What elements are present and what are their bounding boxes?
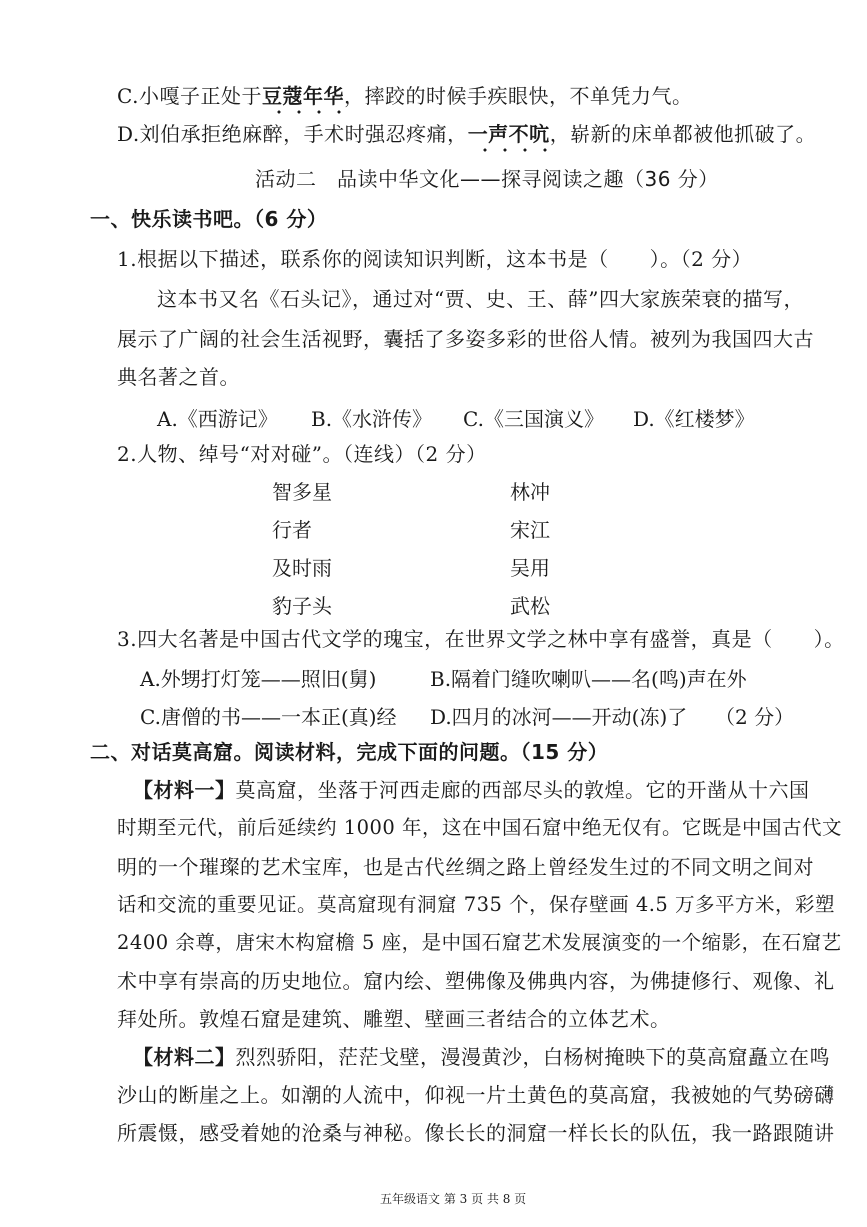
character-item: 武松 (510, 594, 550, 618)
q1-option-c: C.《三国演义》 (463, 407, 604, 431)
material1-label: 【材料一】 (133, 778, 236, 802)
q3-score: （2 分） (715, 705, 795, 729)
material2-text: 烈烈骄阳，茫茫戈壁，漫漫黄沙，白杨树掩映下的莫高窟矗立在鸣 (235, 1045, 830, 1069)
q1-option-a: A.《西游记》 (157, 407, 278, 431)
option-c-post: ，摔跤的时候手疾眼快，不单凭力气。 (343, 84, 693, 108)
character-item: 林冲 (510, 480, 550, 504)
material2-label: 【材料二】 (133, 1045, 236, 1069)
option-c-idiom: 豆蔻年华 (261, 84, 344, 108)
q3-option-b: B.隔着门缝吹喇叭——名(鸣)声在外 (430, 667, 747, 691)
q1-stem: 1.根据以下描述，联系你的阅读知识判断，这本书是（ ）。（2 分） (117, 247, 753, 271)
character-item: 宋江 (510, 518, 550, 542)
option-c-line (117, 82, 692, 110)
q3-option-c: C.唐僧的书——一本正(真)经 (140, 705, 397, 729)
q3-stem: 3.四大名著是中国古代文学的瑰宝，在世界文学之林中享有盛誉，真是（ ）。 (117, 627, 845, 651)
material2-line1 (133, 1043, 830, 1071)
option-d-pre: D.刘伯承拒绝麻醉，手术时强忍疼痛， (117, 122, 468, 146)
material2-line2: 沙山的断崖之上。如潮的人流中，仰视一片土黄色的莫高窟，我被她的气势磅礴 (117, 1083, 835, 1107)
q1-desc-line2: 展示了广阔的社会生活视野，囊括了多姿多彩的世俗人情。被列为我国四大古 (117, 327, 814, 351)
q3-option-a: A.外甥打灯笼——照旧(舅) (140, 667, 377, 691)
activity-title: 活动二 品读中华文化——探寻阅读之趣（36 分） (255, 167, 719, 191)
nickname-item: 智多星 (272, 480, 332, 504)
option-d-post: ，崭新的床单都被他抓破了。 (549, 122, 817, 146)
material1-line1 (133, 776, 810, 804)
section1-heading: 一、快乐读书吧。（6 分） (90, 207, 328, 231)
nickname-item: 及时雨 (272, 556, 332, 580)
q1-desc-line1: 这本书又名《石头记》，通过对“贾、史、王、薛”四大家族荣衰的描写， (157, 287, 804, 311)
material1-line7: 拜处所。敦煌石窟是建筑、雕塑、壁画三者结合的立体艺术。 (117, 1007, 671, 1031)
q1-desc-line3: 典名著之首。 (117, 365, 240, 389)
q2-stem: 2.人物、绰号“对对碰”。（连线）（2 分） (117, 442, 487, 466)
material1-line4: 话和交流的重要见证。莫高窟现有洞窟 735 个，保存壁画 4.5 万多平方米，彩塑 (117, 893, 836, 916)
character-item: 吴用 (510, 556, 550, 580)
material2-line3: 所震慑，感受着她的沧桑与神秘。像长长的洞窟一样长长的队伍，我一路跟随讲 (117, 1121, 835, 1145)
nickname-item: 行者 (272, 518, 312, 542)
option-d-line (117, 120, 816, 148)
material1-line5: 2400 余尊，唐宋木构窟檐 5 座，是中国石窟艺术发展演变的一个缩影，在石窟艺 (117, 931, 842, 954)
section2-heading: 二、对话莫高窟。阅读材料，完成下面的问题。（15 分） (90, 740, 609, 764)
option-c-pre: C.小嘎子正处于 (117, 84, 262, 108)
option-d-idiom: 一声不吭 (467, 122, 550, 146)
material1-line3: 明的一个璀璨的艺术宝库，也是古代丝绸之路上曾经发生过的不同文明之间对 (117, 855, 814, 879)
page-footer: 五年级语文 第 3 页 共 8 页 (380, 1192, 527, 1206)
q1-option-d: D.《红楼梦》 (633, 407, 755, 431)
material1-line2: 时期至元代，前后延续约 1000 年，这在中国石窟中绝无仅有。它既是中国古代文 (117, 816, 843, 839)
material1-text: 莫高窟，坐落于河西走廊的西部尽头的敦煌。它的开凿从十六国 (235, 778, 810, 802)
q1-option-b: B.《水浒传》 (311, 407, 433, 431)
nickname-item: 豹子头 (272, 594, 332, 618)
q3-option-d: D.四月的冰河——开动(冻)了 (430, 705, 688, 729)
material1-line6: 术中享有崇高的历史地位。窟内绘、塑佛像及佛典内容，为佛捷修行、观像、礼 (117, 969, 835, 993)
